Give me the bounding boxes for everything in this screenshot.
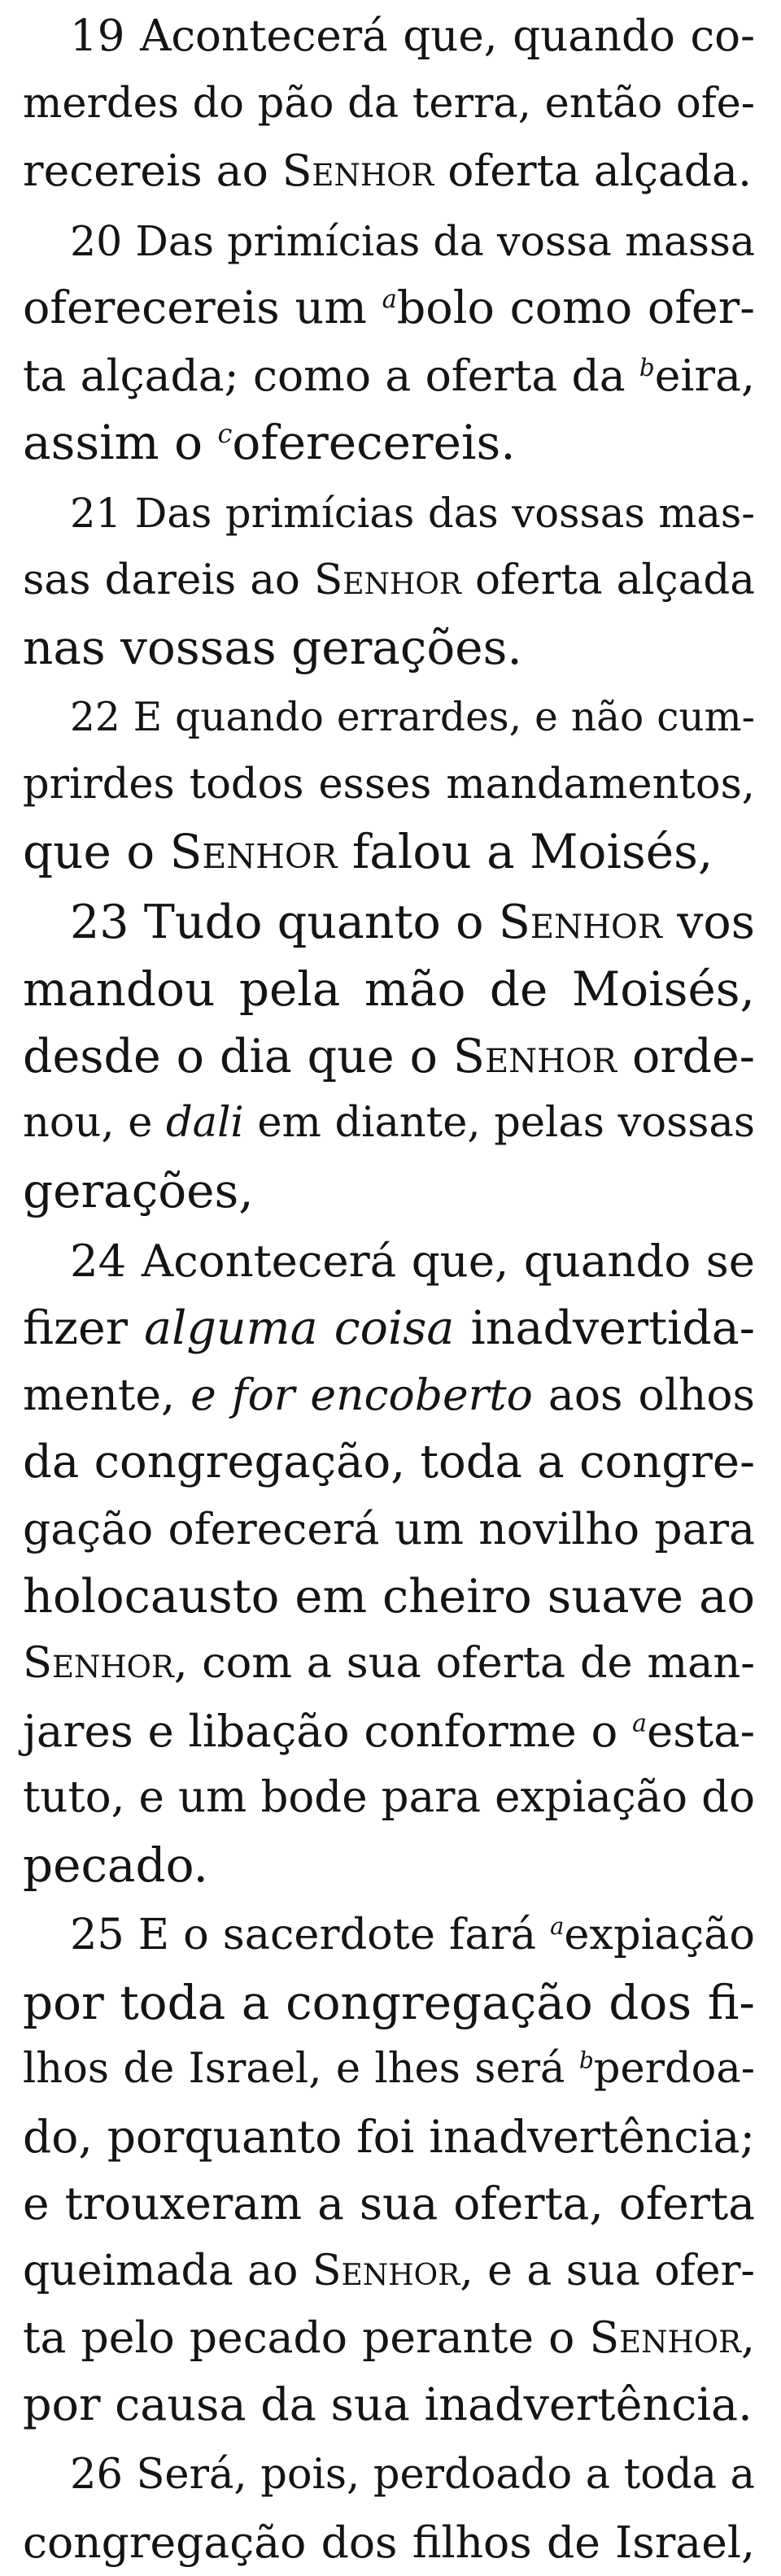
- text-segment: inadvertida-: [454, 1301, 755, 1355]
- text-line: [23, 409, 755, 477]
- text-line: [23, 342, 755, 410]
- text-line: [23, 1698, 755, 1765]
- text-segment: nas vossas gerações.: [23, 620, 522, 675]
- text-line: [23, 71, 755, 138]
- text-line: [23, 208, 755, 276]
- footnote-marker: b: [579, 2047, 594, 2074]
- divine-name: Senhor: [453, 1030, 617, 1083]
- text-segment: falou a Moisés,: [337, 824, 713, 879]
- text-segment: aos olhos: [533, 1369, 755, 1420]
- text-line: [23, 1563, 755, 1631]
- text-segment: fizer: [23, 1301, 144, 1355]
- verse-23: [23, 889, 755, 1225]
- text-line: [23, 2103, 755, 2171]
- text-line: [23, 1764, 755, 1832]
- italic-text: e for encoberto: [190, 1369, 533, 1420]
- italic-text: alguma coisa: [144, 1301, 454, 1355]
- text-line: [23, 275, 755, 342]
- footnote-marker: c: [217, 418, 232, 449]
- text-line: [23, 3, 755, 71]
- text-line: [23, 956, 755, 1023]
- divine-name: Senhor: [499, 896, 662, 949]
- verse-24: [23, 1227, 755, 1898]
- text-line: [23, 889, 755, 957]
- text-segment: prirdes todos esses mandamentos,: [23, 761, 755, 809]
- text-segment: oferecereis um: [23, 281, 382, 334]
- text-line: [23, 1429, 755, 1497]
- verse-19: [23, 3, 755, 205]
- text-segment: em diante, pelas vossas: [244, 1099, 755, 1147]
- text-line: [23, 2170, 755, 2238]
- text-segment: jares e libação conforme o: [23, 1705, 632, 1757]
- footnote-marker: a: [382, 285, 397, 314]
- text-line: [23, 614, 755, 682]
- italic-text: dali: [166, 1099, 244, 1147]
- text-line: [23, 480, 755, 547]
- text-segment: gação oferecerá um novilho para: [23, 1503, 755, 1554]
- text-line: [23, 1227, 755, 1295]
- text-line: [23, 1023, 755, 1091]
- text-line: [23, 137, 755, 205]
- text-line: [23, 2238, 755, 2305]
- text-segment: esta-: [647, 1705, 755, 1757]
- text-line: [23, 684, 755, 752]
- text-segment: tuto, e um bode para expiação do: [23, 1772, 755, 1822]
- text-segment: pecado.: [23, 1837, 208, 1893]
- text-segment: 24 Acontecerá que, quando se: [70, 1235, 755, 1287]
- text-line: [23, 1630, 755, 1698]
- footnote-marker: a: [632, 1709, 647, 1737]
- text-segment: congregação dos filhos de Israel,: [23, 2517, 755, 2568]
- text-segment: , com a sua oferta de man-: [174, 1638, 755, 1688]
- text-segment: da congregação, toda a congre-: [23, 1436, 755, 1489]
- verse-20: [23, 208, 755, 477]
- text-line: [23, 1902, 755, 1969]
- text-line: [23, 1295, 755, 1362]
- verse-22: [23, 684, 755, 886]
- text-segment: vos: [662, 896, 755, 949]
- text-line: [23, 547, 755, 614]
- text-line: [23, 2036, 755, 2103]
- text-segment: do, porquanto foi inadvertência;: [23, 2111, 755, 2163]
- footnote-marker: a: [550, 1912, 564, 1940]
- text-segment: expiação: [564, 1910, 755, 1959]
- text-line: [23, 818, 755, 886]
- text-segment: merdes do pão da terra, então ofe-: [23, 80, 755, 128]
- text-line: [23, 1362, 755, 1429]
- text-segment: ta pelo pecado perante o: [23, 2312, 589, 2363]
- verse-21: [23, 480, 755, 682]
- text-line: [23, 752, 755, 819]
- divine-name: Senhor: [314, 556, 461, 604]
- text-segment: sas dareis ao: [23, 556, 314, 604]
- text-line: [23, 2372, 755, 2439]
- text-segment: 23 Tudo quanto o: [70, 896, 499, 949]
- text-segment: holocausto em cheiro suave ao: [23, 1569, 755, 1624]
- divine-name: Senhor: [170, 824, 338, 879]
- text-segment: assim o: [23, 415, 217, 470]
- text-segment: 21 Das primícias das vossas mas-: [70, 490, 755, 537]
- text-line: [23, 1157, 755, 1225]
- text-segment: por causa da sua inadvertência.: [23, 2378, 753, 2431]
- text-segment: oferecereis.: [232, 415, 515, 470]
- text-line: [23, 1090, 755, 1157]
- divine-name: Senhor: [589, 2312, 741, 2363]
- text-segment: recereis ao: [23, 145, 282, 196]
- text-segment: ,: [741, 2312, 755, 2363]
- text-line: [23, 2442, 755, 2509]
- text-segment: gerações,: [23, 1163, 254, 1218]
- text-segment: queimada ao: [23, 2247, 312, 2295]
- text-line: [23, 1969, 755, 2037]
- text-segment: 25 E o sacerdote fará: [70, 1910, 550, 1959]
- text-segment: 26 Será, pois, perdoado a toda a: [70, 2451, 755, 2499]
- text-segment: que o: [23, 824, 170, 879]
- divine-name: Senhor: [312, 2247, 460, 2295]
- verse-26: [23, 2442, 755, 2576]
- text-segment: oferta alçada: [461, 556, 755, 604]
- text-segment: eira,: [655, 350, 755, 401]
- text-segment: perdoa-: [594, 2045, 755, 2093]
- text-segment: por toda a congregação dos fi-: [23, 1975, 755, 2030]
- text-segment: 22 E quando errardes, e não cum-: [70, 695, 755, 740]
- text-line: [23, 1496, 755, 1563]
- text-segment: oferta alçada.: [434, 145, 752, 196]
- divine-name: Senhor: [282, 145, 434, 196]
- footnote-marker: b: [639, 353, 655, 381]
- text-segment: desde o dia que o: [23, 1030, 453, 1083]
- text-segment: mente,: [23, 1369, 190, 1420]
- text-segment: nou, e: [23, 1099, 166, 1147]
- text-line: [23, 1832, 755, 1899]
- text-segment: lhos de Israel, e lhes será: [23, 2045, 579, 2093]
- divine-name: Senhor: [23, 1638, 174, 1688]
- text-segment: 20 Das primícias da vossa massa: [70, 217, 755, 265]
- text-segment: 19 Acontecerá que, quando co-: [70, 11, 755, 61]
- text-segment: , e a sua ofer-: [460, 2247, 755, 2295]
- text-segment: e trouxeram a sua oferta, oferta: [23, 2177, 755, 2229]
- text-segment: orde-: [617, 1030, 755, 1083]
- text-segment: bolo como ofer-: [397, 281, 755, 334]
- text-line: [23, 2304, 755, 2372]
- text-line: [23, 2509, 755, 2576]
- text-segment: ta alçada; como a oferta da: [23, 350, 639, 401]
- verse-25: [23, 1902, 755, 2439]
- text-segment: mandou pela mão de Moisés,: [23, 961, 755, 1017]
